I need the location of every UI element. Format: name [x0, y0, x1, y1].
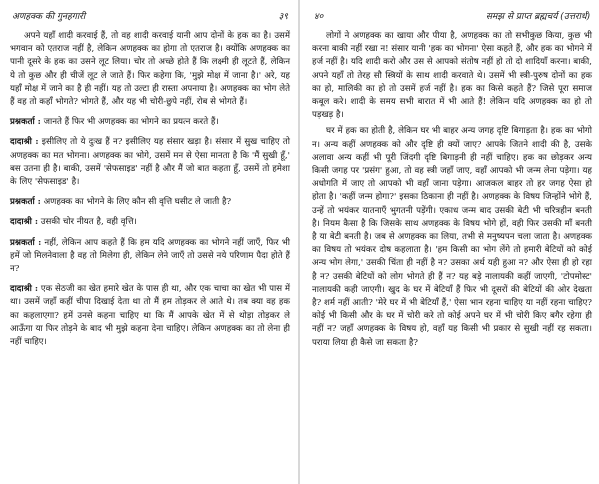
question-paragraph	[10, 237, 290, 277]
paragraph-text: जानते हैं फिर भी अणहक्क का भोगने का प्रयत्न करते हैं।	[43, 117, 219, 128]
right-page-number: ४०	[314, 12, 324, 22]
answer-paragraph	[10, 216, 290, 229]
paragraph	[312, 125, 592, 349]
right-running-head	[308, 10, 594, 24]
speaker-label: दादाश्री :	[10, 137, 39, 148]
left-page-number: ३९	[278, 12, 288, 22]
right-page-body	[312, 30, 592, 480]
left-page	[6, 0, 292, 484]
left-header-title: अणहक्क की गुनहगारी	[12, 12, 86, 22]
paragraph	[10, 30, 290, 109]
left-page-body	[10, 30, 290, 480]
paragraph	[312, 30, 592, 122]
speaker-label: प्रश्नकर्ता :	[10, 237, 42, 248]
paragraph-text: घर में हक का होती है, लेकिन घर भी बाहर अन्य जगह दृष्टि बिगाड़ता है। हक का भोगो न। अन्य कहीं अणहक्क को और दृष्टि ही क्यों जाए? आपके जितने शादी की है, उसके अलावा अन्य कहीं भी पूरी जिंदगी दृष्टि बिगाड़नी ही नहीं चाहिए। हक का छोड़कर अन्य किसी जगह पर 'प्रसंग' हुआ, तो वह स्त्री जहाँ जाए, वहाँ आपको भी जन्म लेना पड़ेगा। यह अधोगति में जाए तो आपको भी वहाँ जाना पड़ेगा। आजकल बाहर तो हर जगह ऐसा हो होता है। 'कहीं जन्म होगा?' इसका ठिकाना ही नहीं है। अणहक्क के विषय जिन्होंने भोगे हैं, उन्हें तो भयंकर यातनाएँ भुगतनी पड़ेंगी। एकाध जन्म बाद उसकी बेटी भी चरित्रहीन बनती है। नियम कैसा है कि जिसके साथ अणहक्क के विषय भोगे हों, वही फिर उसकी माँ बनती है या बेटी बनती है। जब से अणहक्क का लिया, तभी से मनुष्यपन चला जाता है। अणहक्क का विषय तो भयंकर दोष कहलाता है। 'हम किसी का भोग लेंगे तो हमारी बेटियों को कोई अन्य भोग लेगा,' उसकी चिंता ही नहीं है न? उसका अर्थ यही हुआ न? और ऐसा ही हो रहा है न? उसकी बेटियों को लोग भोगते ही हैं न? यह बड़े नालायकी कहीं जाएगी, 'टोपमोस्ट' नालायकी कही जाएगी। खुद के घर में बेटियाँ हैं फिर भी दूसरों की बेटियों की ओर देखता है? शर्म नहीं आती? 'मेरे घर में भी बेटियाँ हैं,' ऐसा भान रहना चाहिए या नहीं रहना चाहिए? कोई भी किसी और के घर में चोरी करे तो कोई अपने घर में भी चोरी किए बगैर रहेगा ही नहीं न? जहाँ अणहक्क के विषय हो, वहाँ यह किसी भी प्रकार से सुखी नहीं रह सकता। पराया लिया ही कैसे जा सकता है?	[312, 126, 592, 348]
speaker-label: प्रश्नकर्ता :	[10, 117, 41, 128]
page-gutter	[298, 0, 300, 484]
paragraph-text: इसीलिए तो ये दुःख हैं न? इसीलिए यह संसार खड़ा है। संसार में सुख चाहिए तो अणहक्क का मत भोगना। अणहक्क का भोगे, उसमें मन से ऐसा मानता है कि 'मैं सुखी हूँ,' बस उतना ही है। बाकी, उसमें 'सेफसाइड' नहीं है और मैं जो बात कहता हूँ, उसमें तो हमेशा के लिए 'सेफसाइड' है।	[10, 137, 290, 188]
paragraph-text: नहीं, लेकिन आप कहते हैं कि हम यदि अणहक्क का भोगने नहीं जाएँ, फिर भी हमें जो मिलनेवाला है वह तो मिलेगा ही, लेकिन लेने जाएँ तो उससे नये परिणाम पैदा होते हैं न?	[10, 237, 290, 275]
right-page	[308, 0, 594, 484]
left-running-head	[6, 10, 292, 24]
speaker-label: प्रश्नकर्ता :	[10, 197, 41, 208]
paragraph-text: लोगों ने अणहक्क का खाया और पीया है, अणहक्क का तो सभीकुछ किया, कुछ भी करना बाकी नहीं रखा न! संसार यानी 'हक का भोगना' ऐसा कहते हैं, और हक का भोगने में हर्ज नहीं है। यदि शादी करो और उस से आपको संतोष नहीं हो तो दो शादियाँ करना। बाकी, अपने यहाँ तो तेरह सौ स्त्रियों के साथ शादी करवाते थे। उसमें भी स्त्री-पुरुष दोनों का हक का हो, मालिकी का हो तो उसमें हर्ज नहीं है। हक का किसे कहते हैं? जिसे पूरा समाज कबूल करे। शादी के समय सभी बारात में भी आते हैं! लेकिन यदि अणहक्क का हो तो पड़खड़ है।	[312, 31, 592, 121]
paragraph-text: अणहक्क का भोगने के लिए कौन सी वृत्ति घसीट ले जाती है?	[43, 197, 232, 208]
answer-paragraph	[10, 136, 290, 189]
answer-paragraph	[10, 283, 290, 349]
question-paragraph	[10, 116, 290, 129]
speaker-label: दादाश्री :	[10, 284, 39, 295]
paragraph-text: अपने यहाँ शादी करवाई हैं, तो वह शादी करवाई यानी आप दोनों के हक का है। उसमें भगवान को एतराज नहीं है, लेकिन अणहक्क का होगा तो एतराज है। क्योंकि अणहक्क का पानी दूसरे के हक का उसने लूट लिया। चोर तो अच्छे होते हैं कि लक्ष्मी ही लूटते हैं, लेकिन ये तो कुछ और ही चीजें लूट ले जाते हैं। फिर कहेगा कि, 'मुझे मोक्ष में जाना है।' अरे, यह यहाँ मोक्ष में जाने का है ही नहीं। यह तो उल्टा ही रास्ता अपनाया है। अणहक्क का भोग लेते हैं वह तो कहाँ भोगते? भोगते हैं, और यह भी चोरी-छुपे नहीं, रोब से भोगते हैं।	[10, 31, 290, 108]
paragraph-text: एक सेठजी का खेत हमारे खेत के पास ही था, और एक चाचा का खेत भी पास में था। उसमें जहाँ कहीं चीपा दिखाई देता था तो मैं हम तोड़कर ले आते थे। तब क्या वह हक का कहलाएगा? हमें उनसे कहना चाहिए था कि मैं आपके खेत में से थोड़ा तोड़कर ले आऊँगा या फिर तोड़ने के बाद भी मुझे कहना देना चाहिए। लेकिन अणहक्क का तो लेना ही नहीं चाहिए।	[10, 284, 290, 348]
right-header-title: समझ से प्राप्त ब्रह्मचर्य (उत्तरार्ध)	[485, 12, 590, 22]
speaker-label: दादाश्री :	[10, 217, 39, 228]
question-paragraph	[10, 196, 290, 209]
paragraph-text: उसकी चोर नीयत है, वही वृत्ति।	[40, 217, 137, 228]
